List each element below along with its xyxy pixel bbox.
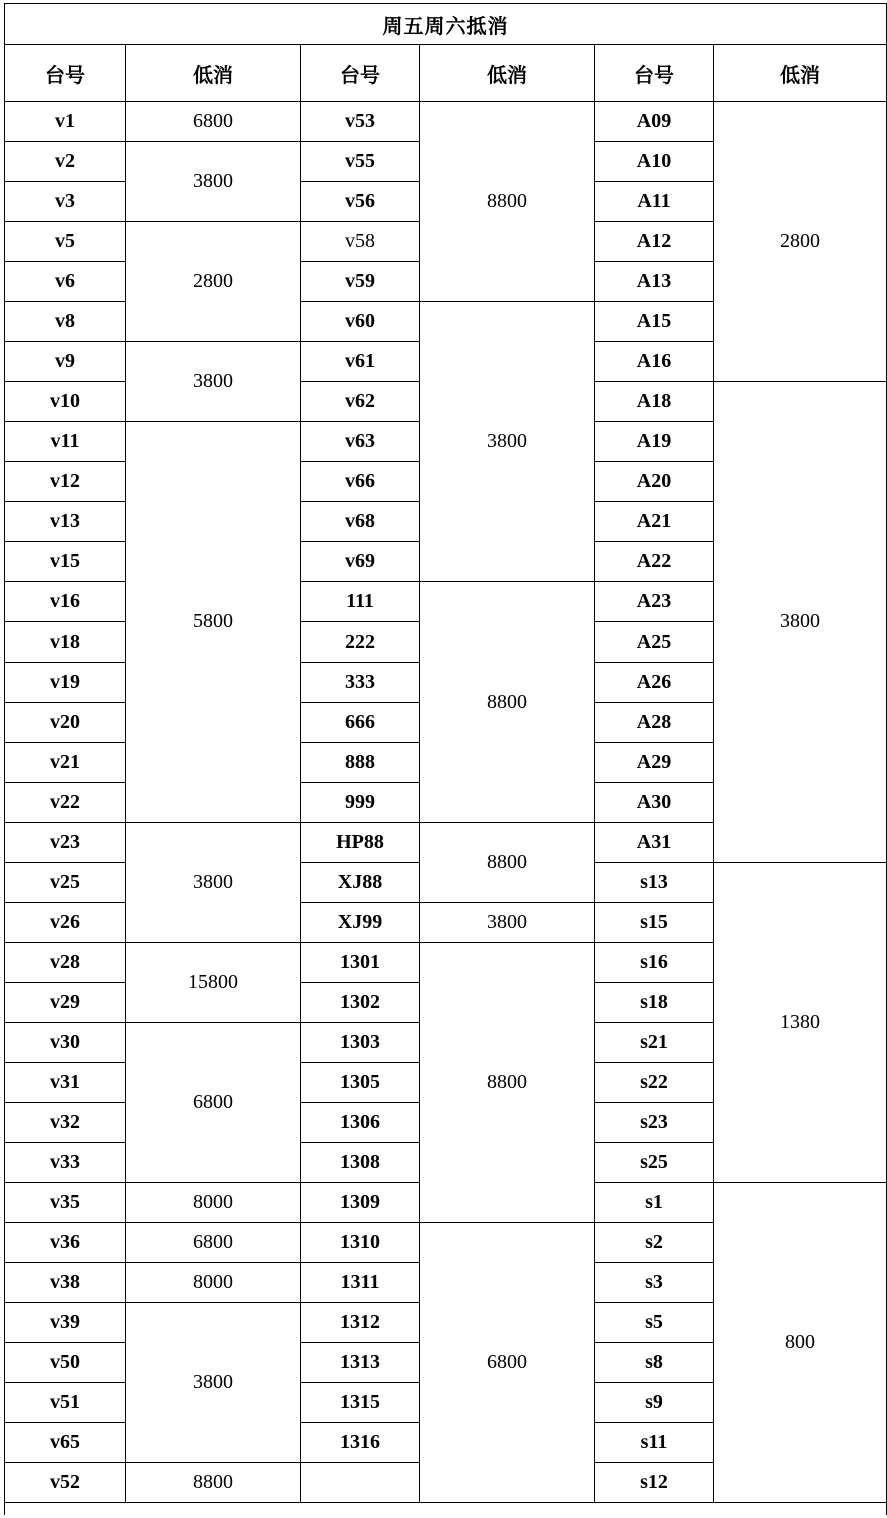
table-id-cell: s11 <box>595 1423 714 1463</box>
table-id-cell: A10 <box>595 142 714 182</box>
table-id-cell: v8 <box>5 302 126 342</box>
table-id-cell: v35 <box>5 1182 126 1222</box>
table-id-cell: v31 <box>5 1062 126 1102</box>
table-id-cell: 1316 <box>301 1423 420 1463</box>
table-id-cell: A16 <box>595 342 714 382</box>
table-id-cell: 1313 <box>301 1343 420 1383</box>
table-id-cell: A23 <box>595 582 714 622</box>
table-id-cell: v9 <box>5 342 126 382</box>
table-id-cell: 1301 <box>301 942 420 982</box>
table-id-cell: A21 <box>595 502 714 542</box>
table-id-cell: 1312 <box>301 1303 420 1343</box>
table-id-cell: 1309 <box>301 1182 420 1222</box>
table-id-cell: v3 <box>5 182 126 222</box>
table-id-cell: 111 <box>301 582 420 622</box>
header-min-spend-1: 低消 <box>126 45 301 102</box>
min-spend-cell: 6800 <box>126 102 301 142</box>
table-id-cell: v19 <box>5 662 126 702</box>
table-id-cell: v5 <box>5 222 126 262</box>
min-spend-cell: 8800 <box>420 822 595 902</box>
table-id-cell: s23 <box>595 1102 714 1142</box>
table-id-cell: A09 <box>595 102 714 142</box>
table-row <box>5 102 887 142</box>
header-min-spend-3: 低消 <box>714 45 887 102</box>
table-id-cell: 333 <box>301 662 420 702</box>
table-id-cell: v26 <box>5 902 126 942</box>
min-spend-cell: 8800 <box>420 582 595 822</box>
table-id-cell: A20 <box>595 462 714 502</box>
table-id-cell: 1302 <box>301 982 420 1022</box>
table-id-cell: s2 <box>595 1222 714 1262</box>
table-id-cell: v15 <box>5 542 126 582</box>
table-id-cell: v52 <box>5 1463 126 1503</box>
min-spend-cell: 6800 <box>420 1222 595 1502</box>
min-spend-cell: 3800 <box>126 342 301 422</box>
table-id-cell: 888 <box>301 742 420 782</box>
table-id-cell: 1310 <box>301 1222 420 1262</box>
table-id-cell: v55 <box>301 142 420 182</box>
table-id-cell: HP88 <box>301 822 420 862</box>
table-id-cell: v51 <box>5 1383 126 1423</box>
table-id-cell: A31 <box>595 822 714 862</box>
table-id-cell: v69 <box>301 542 420 582</box>
table-id-cell: s3 <box>595 1262 714 1302</box>
table-id-cell: XJ88 <box>301 862 420 902</box>
table-id-cell: 666 <box>301 702 420 742</box>
table-id-cell: v12 <box>5 462 126 502</box>
min-spend-cell: 6800 <box>126 1022 301 1182</box>
min-spend-cell: 3800 <box>126 1303 301 1463</box>
table-id-cell: v53 <box>301 102 420 142</box>
header-min-spend-2: 低消 <box>420 45 595 102</box>
table-id-cell: v56 <box>301 182 420 222</box>
table-id-cell: v28 <box>5 942 126 982</box>
min-spend-cell: 8800 <box>126 1463 301 1503</box>
table-id-cell: s25 <box>595 1142 714 1182</box>
min-spend-cell: 1380 <box>714 862 887 1182</box>
table-id-cell: s9 <box>595 1383 714 1423</box>
table-id-cell: v33 <box>5 1142 126 1182</box>
min-spend-cell: 3800 <box>420 302 595 582</box>
table-id-cell: s13 <box>595 862 714 902</box>
table-id-cell: v65 <box>5 1423 126 1463</box>
table-id-cell: v32 <box>5 1102 126 1142</box>
footer-cell <box>5 1503 887 1515</box>
table-id-cell: A19 <box>595 422 714 462</box>
table-id-cell: v16 <box>5 582 126 622</box>
table-id-cell: v60 <box>301 302 420 342</box>
table-id-cell: s8 <box>595 1343 714 1383</box>
table-id-cell: A29 <box>595 742 714 782</box>
min-spend-cell: 3800 <box>126 142 301 222</box>
table-id-cell: s1 <box>595 1182 714 1222</box>
table-id-cell: v21 <box>5 742 126 782</box>
table-id-cell: v30 <box>5 1022 126 1062</box>
table-id-cell: v61 <box>301 342 420 382</box>
table-id-cell: s22 <box>595 1062 714 1102</box>
min-spend-cell: 15800 <box>126 942 301 1022</box>
table-id-cell: 1306 <box>301 1102 420 1142</box>
header-table-no-3: 台号 <box>595 45 714 102</box>
table-id-cell: XJ99 <box>301 902 420 942</box>
table-id-cell: A28 <box>595 702 714 742</box>
table-id-cell: 1303 <box>301 1022 420 1062</box>
table-id-cell: v1 <box>5 102 126 142</box>
table-id-cell: v23 <box>5 822 126 862</box>
table-id-cell: s16 <box>595 942 714 982</box>
table-id-cell: s12 <box>595 1463 714 1503</box>
table-id-cell: v13 <box>5 502 126 542</box>
min-spend-cell: 8800 <box>420 102 595 302</box>
table-id-cell: 222 <box>301 622 420 662</box>
table-id-cell: A11 <box>595 182 714 222</box>
min-spend-cell: 2800 <box>126 222 301 342</box>
min-spend-cell: 8000 <box>126 1262 301 1302</box>
table-id-cell: v6 <box>5 262 126 302</box>
table-id-cell: A26 <box>595 662 714 702</box>
footer-row <box>5 1503 887 1515</box>
table-id-cell: A25 <box>595 622 714 662</box>
table-id-cell: v39 <box>5 1303 126 1343</box>
header-row <box>5 45 887 102</box>
table-id-cell: 1305 <box>301 1062 420 1102</box>
header-table-no-2: 台号 <box>301 45 420 102</box>
min-spend-cell: 800 <box>714 1182 887 1502</box>
table-id-cell: v29 <box>5 982 126 1022</box>
table-id-cell: 1308 <box>301 1142 420 1182</box>
min-spend-cell: 3800 <box>126 822 301 942</box>
title-row <box>5 4 887 45</box>
table-id-cell: A22 <box>595 542 714 582</box>
min-spend-cell: 2800 <box>714 102 887 382</box>
min-spend-cell: 3800 <box>420 902 595 942</box>
table-id-cell: v11 <box>5 422 126 462</box>
table-id-cell: v2 <box>5 142 126 182</box>
table-id-cell: v62 <box>301 382 420 422</box>
table-id-cell: v63 <box>301 422 420 462</box>
table-id-cell: s15 <box>595 902 714 942</box>
table-id-cell: v18 <box>5 622 126 662</box>
table-id-cell: A30 <box>595 782 714 822</box>
table-id-cell: v68 <box>301 502 420 542</box>
min-spend-cell: 6800 <box>126 1222 301 1262</box>
table-id-cell: s21 <box>595 1022 714 1062</box>
min-spend-cell: 8000 <box>126 1182 301 1222</box>
table-id-cell: v20 <box>5 702 126 742</box>
table-id-cell: A15 <box>595 302 714 342</box>
table-id-cell: s18 <box>595 982 714 1022</box>
sheet-title: 周五周六抵消 <box>5 4 887 45</box>
header-table-no-1: 台号 <box>5 45 126 102</box>
min-spend-cell: 8800 <box>420 942 595 1222</box>
table-id-cell: v59 <box>301 262 420 302</box>
table-id-cell <box>301 1463 420 1503</box>
table-id-cell: v38 <box>5 1262 126 1302</box>
table-id-cell: v36 <box>5 1222 126 1262</box>
table-id-cell: 999 <box>301 782 420 822</box>
minimum-spend-table <box>4 3 887 1515</box>
table-id-cell: v66 <box>301 462 420 502</box>
table-id-cell: A13 <box>595 262 714 302</box>
table-id-cell: A12 <box>595 222 714 262</box>
table-id-cell: v22 <box>5 782 126 822</box>
table-id-cell: s5 <box>595 1303 714 1343</box>
table-id-cell: v10 <box>5 382 126 422</box>
table-id-cell: A18 <box>595 382 714 422</box>
table-id-cell: v50 <box>5 1343 126 1383</box>
min-spend-cell: 5800 <box>126 422 301 822</box>
table-id-cell: v25 <box>5 862 126 902</box>
table-id-cell: v58 <box>301 222 420 262</box>
table-id-cell: 1315 <box>301 1383 420 1423</box>
min-spend-cell: 3800 <box>714 382 887 862</box>
table-id-cell: 1311 <box>301 1262 420 1302</box>
